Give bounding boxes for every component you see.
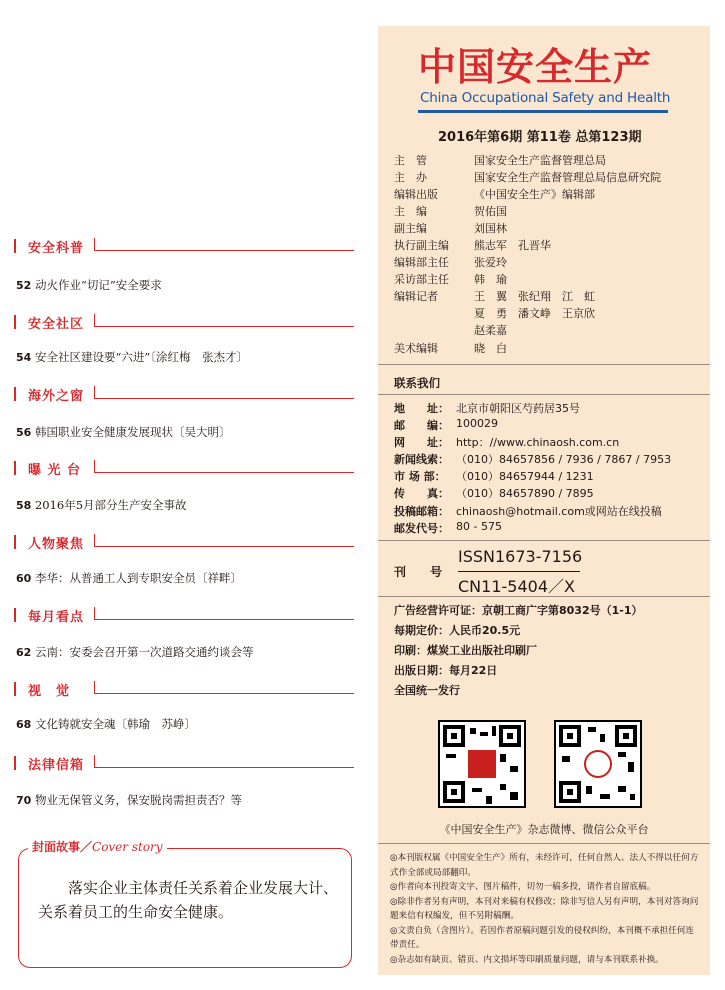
article-title: 韩国职业安全健康发展现状〔吴大明〕 xyxy=(34,425,231,439)
cover-story-label: 封面故事／Cover story xyxy=(28,838,167,855)
section-title: 安全社区 xyxy=(28,317,85,332)
section-title: 法律信箱 xyxy=(28,758,85,773)
toc-entry[interactable] xyxy=(16,349,356,365)
section-rule xyxy=(101,250,354,251)
section-header xyxy=(14,680,354,700)
toc-entry[interactable] xyxy=(16,277,356,293)
section-header xyxy=(14,385,354,405)
page-number: 70 xyxy=(16,794,32,807)
section-title: 视 觉 xyxy=(28,684,71,699)
article-title: 物业无保管义务，保安脱岗需担责否？等 xyxy=(34,793,242,807)
wechat-logo-icon xyxy=(584,750,612,778)
toc-entry[interactable] xyxy=(16,570,356,586)
kanhao-label: 刊 号 xyxy=(394,565,443,579)
divider xyxy=(378,596,710,597)
table-of-contents xyxy=(0,0,360,990)
article-title: 文化铸就安全魂〔韩瑜 苏峥〕 xyxy=(34,717,196,731)
divider xyxy=(378,364,710,365)
section-title: 安全科普 xyxy=(28,241,85,256)
section-title: 曝 光 台 xyxy=(28,463,82,478)
page-number: 60 xyxy=(16,572,32,585)
magazine-title: 中国安全生产 xyxy=(418,45,653,89)
magazine-title-english: China Occupational Safety and Health xyxy=(420,90,671,106)
page-number: 52 xyxy=(16,279,32,292)
issn-number: ISSN1673-7156 xyxy=(458,547,583,566)
section-header xyxy=(14,313,354,333)
article-title: 安全社区建设要“六进”〔涂红梅 张杰才〕 xyxy=(34,350,248,364)
page-number: 54 xyxy=(16,351,32,364)
wechat-qr-code[interactable] xyxy=(554,720,642,808)
section-header xyxy=(14,533,354,553)
page-number: 62 xyxy=(16,646,32,659)
copyright-notes: ◎本刊版权属《中国安全生产》所有，未经许可，任何自然人、法人不得以任何方式作全部或局部翻印。 ◎作者向本刊投寄文字、图片稿件，切勿一稿多投，请作者自留底稿。 ◎除非作者另有声明，本刊对来稿有权修改；除非写信人另有声明，本刊对答询问题来信有权编发，但不另附稿酬。 ◎文责自负（含图片）。若因作者原稿问题引发的侵权纠纷，本刊概不承担任何连带责任。 ◎杂志如有缺页、错页、内文损坏等印刷质量问题，请与本刊联系补换。 xyxy=(390,853,699,965)
section-header xyxy=(14,237,354,257)
masthead-panel: 中国安全生产 China Occupational Safety and Health 2016年第6期 第11卷 总第123期 主 管 国家安全生产监督管理总局 主 办 国家安全生产监督管理总局信息研究院 编辑出版 《中国安全生产》编辑部 主 编 贺佑国 副主编 刘国林 执行副主编 熊志军 孔晋华 编辑部主任 张爱玲 采访部主任 韩 瑜 编辑记者 王 翼 张纪翔 江 虹 夏 勇 潘文峥 王京欣 赵柔嘉 美术编辑 晓 白 联系我们 地 址： 北京市朝阳区芍药居35号 邮 编： 100029 网 址： http：//www.chinaosh.com.cn 新闻线索： （010）84657856 / 7936 / 7867 / 7953 市 场 部： （010）84657944 / 1231 传 真： （010）84657890 / 7895 投稿邮箱： chinaosh@hotmail.com或网站在线投稿 邮发代号： 80 - 575 刊 号 ISSN1673-7156 CN11-5404／X 广告经营许可证：京朝工商广字第8032号（1-1） 每期定价：人民币20.5元 印刷：煤炭工业出版社印刷厂 出版日期：每月22日 全国统一发行 《中国安全生产》杂志微博、微信公众平台 ◎本刊版权属《中国安全生产》所有，未经许可，任何自然人、法人不得以任何方式作全部或局部翻印。 ◎作者向本刊投寄文字、图片稿件，切勿一稿多投，请作者自留底稿。 ◎除非作者另有声明，本刊对来稿有权修改；除非写信人另有声明，本刊对答询问题来信有权编发，但不另附稿酬。 ◎文责自负（含图片）。若因作者原稿问题引发的侵权纠纷，本刊概不承担任何连带责任。 ◎杂志如有缺页、错页、内文损坏等印刷质量问题，请与本刊联系补换。 xyxy=(378,26,710,975)
contact-heading: 联系我们 xyxy=(394,376,440,390)
section-marker xyxy=(14,239,16,253)
title-underline xyxy=(418,110,668,113)
section-header xyxy=(14,754,354,774)
qr-caption: 《中国安全生产》杂志微博、微信公众平台 xyxy=(439,823,649,836)
section-title: 每月看点 xyxy=(28,610,85,625)
weibo-badge-icon xyxy=(468,750,496,778)
issue-number: 2016年第6期 第11卷 总第123期 xyxy=(438,130,642,145)
divider xyxy=(378,843,710,844)
divider xyxy=(378,394,710,395)
section-title: 人物聚焦 xyxy=(28,537,85,552)
divider xyxy=(378,540,710,541)
toc-entry[interactable] xyxy=(16,497,356,513)
toc-entry[interactable] xyxy=(16,424,356,440)
cover-story-text[interactable]: 落实企业主体责任关系着企业发展大计、关系着员工的生命安全健康。 xyxy=(38,879,339,921)
article-title: 动火作业“切记”安全要求 xyxy=(34,278,162,292)
toc-entry[interactable] xyxy=(16,792,356,808)
cn-number: CN11-5404／X xyxy=(458,577,575,596)
page-number: 68 xyxy=(16,718,32,731)
article-title: 2016年5月部分生产安全事故 xyxy=(34,498,187,512)
toc-entry[interactable] xyxy=(16,716,356,732)
section-header xyxy=(14,606,354,626)
page-number: 58 xyxy=(16,499,32,512)
section-header xyxy=(14,459,354,479)
article-title: 李华：从普通工人到专职安全员〔祥畔〕 xyxy=(34,571,242,585)
section-title: 海外之窗 xyxy=(28,389,85,404)
toc-entry[interactable] xyxy=(16,644,356,660)
page-number: 56 xyxy=(16,426,32,439)
weibo-qr-code[interactable] xyxy=(438,720,526,808)
article-title: 云南：安委会召开第一次道路交通约谈会等 xyxy=(34,645,254,659)
